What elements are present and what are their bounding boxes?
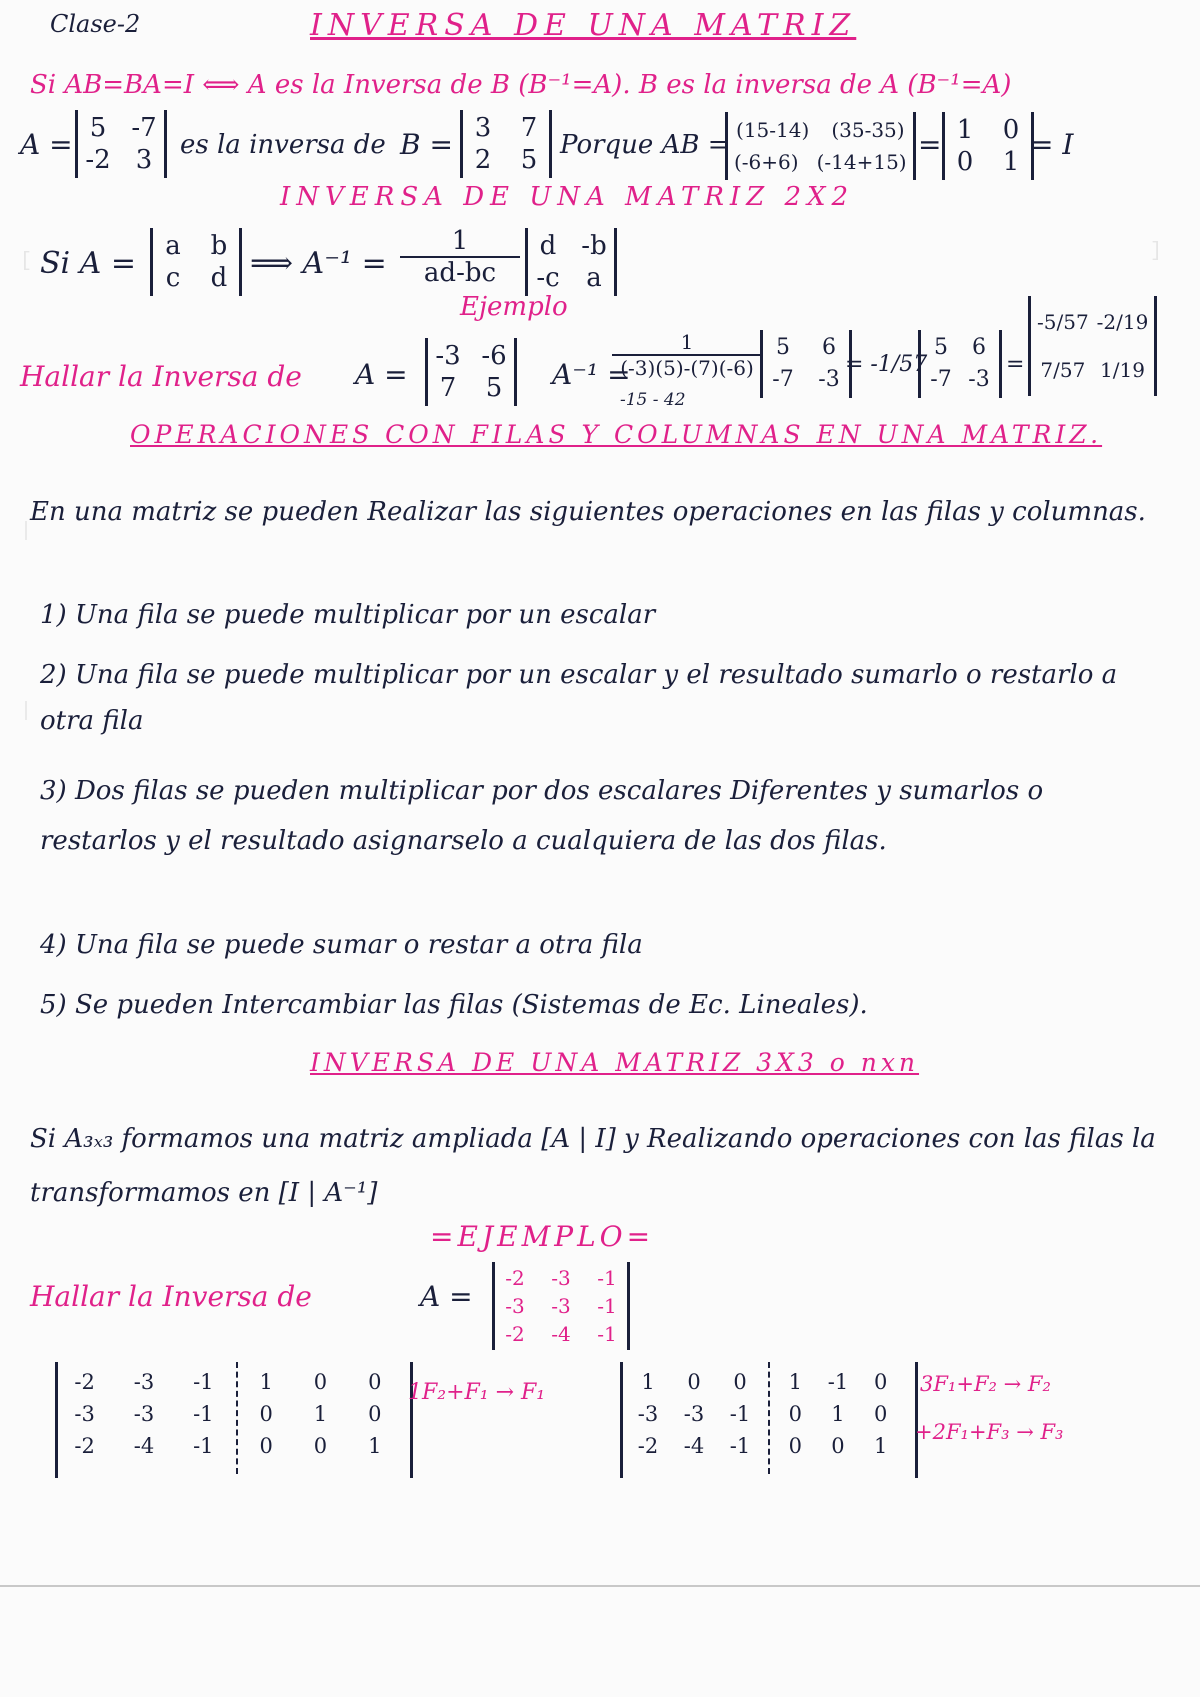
- ejemplo-label: =EJEMPLO=: [430, 1220, 655, 1253]
- augmented-text: Si A₃ₓ₃ formamos una matriz ampliada [A | I] y Realizando operaciones con las filas la transformamos en [I | A⁻¹]: [30, 1124, 1156, 1208]
- augment-divider: [236, 1362, 238, 1474]
- definition-line: Si AB=BA=I ⟺ A es la Inversa de B (B⁻¹=A). B es la inversa de A (B⁻¹=A): [30, 70, 1012, 100]
- row-operation-1: 1F₂+F₁ → F₁: [408, 1380, 546, 1405]
- hallar-3x3-text: Hallar la Inversa de: [30, 1280, 312, 1313]
- inverse-text: es la inversa de: [180, 130, 386, 160]
- ops-item-3: 3) Dos filas se pueden multiplicar por dos escalares Diferentes y sumarlos o restarlos y el resultado asignarselo a cualquiera de las dos filas.: [40, 776, 1044, 856]
- scalar-factor: = -1/57: [845, 352, 928, 377]
- bleed-through-mark: [: [20, 250, 33, 273]
- inverse-arrow: ⟹ A⁻¹ =: [250, 246, 387, 281]
- example-matrix: -3 -6 7 5: [425, 338, 517, 406]
- section-2x2-title: INVERSA DE UNA MATRIZ 2X2: [280, 182, 855, 212]
- identity-result: = I: [1030, 128, 1074, 161]
- porque-text: Porque AB =: [560, 130, 730, 160]
- adjugate-matrix: d -b -c a: [525, 228, 617, 296]
- augmented-right-block: 1 0 0 0 1 0 0 0 1: [259, 1370, 382, 1458]
- augmented-left-block: -2 -3 -1 -3 -3 -1 -2 -4 -1: [74, 1370, 214, 1458]
- b-label: B =: [400, 128, 453, 161]
- example-fraction: $\frac{1}{(-3)(5)-(7)(-6)}$: [612, 330, 762, 380]
- example-label: Ejemplo: [460, 292, 568, 322]
- example-adjugate-2: 5 6 -7 -3: [918, 330, 1002, 398]
- formula-fraction: $\frac{1}{ad-bc}$: [400, 226, 520, 288]
- page-title: INVERSA DE UNA MATRIZ: [310, 8, 857, 43]
- example-adjugate: 5 6 -7 -3: [760, 330, 852, 398]
- a-label: A =: [20, 128, 73, 161]
- ainv-label: A⁻¹ =: [552, 358, 631, 391]
- result-matrix: -5/57 -2/19 7/57 1/19: [1028, 296, 1157, 396]
- page-bottom-edge: [0, 1585, 1200, 1587]
- augmented-matrix-2: [620, 1362, 918, 1478]
- ops-item-1: 1) Una fila se puede multiplicar por un escalar: [40, 600, 656, 630]
- ops-intro: En una matriz se pueden Realizar las siguientes operaciones en las filas y columnas.: [30, 497, 1146, 527]
- si-a-label: Si A =: [40, 246, 137, 281]
- augment-divider: [768, 1362, 770, 1474]
- augmented-right-block: 1 -1 0 0 1 0 0 0 1: [788, 1370, 888, 1458]
- row-operation-3: +2F₁+F₃ → F₃: [915, 1420, 1064, 1444]
- bleed-through-mark: ]: [1150, 240, 1163, 263]
- class-label: Clase-2: [50, 10, 141, 38]
- generic-matrix: a b c d: [150, 228, 242, 296]
- ex-a-label: A =: [355, 358, 408, 391]
- example-subcalc: -15 - 42: [620, 390, 686, 410]
- augmented-left-block: 1 0 0 -3 -3 -1 -2 -4 -1: [637, 1370, 751, 1458]
- matrix-b: 3 7 2 5: [460, 110, 552, 178]
- bleed-through-mark: |: [20, 520, 33, 543]
- equals-sign-2: =: [1006, 352, 1025, 377]
- identity-matrix: 1 0 0 1: [942, 112, 1034, 180]
- a3-label: A =: [420, 1280, 473, 1313]
- matrix-ab: (15-14) (35-35) (-6+6) (-14+15): [725, 112, 916, 180]
- ops-item-5: 5) Se pueden Intercambiar las filas (Sistemas de Ec. Lineales).: [40, 990, 868, 1020]
- bleed-through-mark: |: [20, 700, 33, 723]
- augmented-matrix-1: [55, 1362, 413, 1478]
- row-operation-2: 3F₁+F₂ → F₂: [920, 1372, 1051, 1396]
- ops-item-2: 2) Una fila se puede multiplicar por un escalar y el resultado sumarlo o restarlo a otra fila: [40, 660, 1118, 736]
- matrix-a: 5 -7 -2 3: [75, 110, 167, 178]
- hallar-text: Hallar la Inversa de: [20, 360, 302, 393]
- matrix-3x3: -2 -3 -1 -3 -3 -1 -2 -4 -1: [492, 1262, 630, 1350]
- section-3x3-title: INVERSA DE UNA MATRIZ 3X3 o nxn: [310, 1048, 920, 1077]
- section-ops-title: OPERACIONES CON FILAS Y COLUMNAS EN UNA MATRIZ.: [130, 420, 1103, 449]
- equals-sign: =: [918, 128, 942, 161]
- ops-item-4: 4) Una fila se puede sumar o restar a otra fila: [40, 930, 643, 960]
